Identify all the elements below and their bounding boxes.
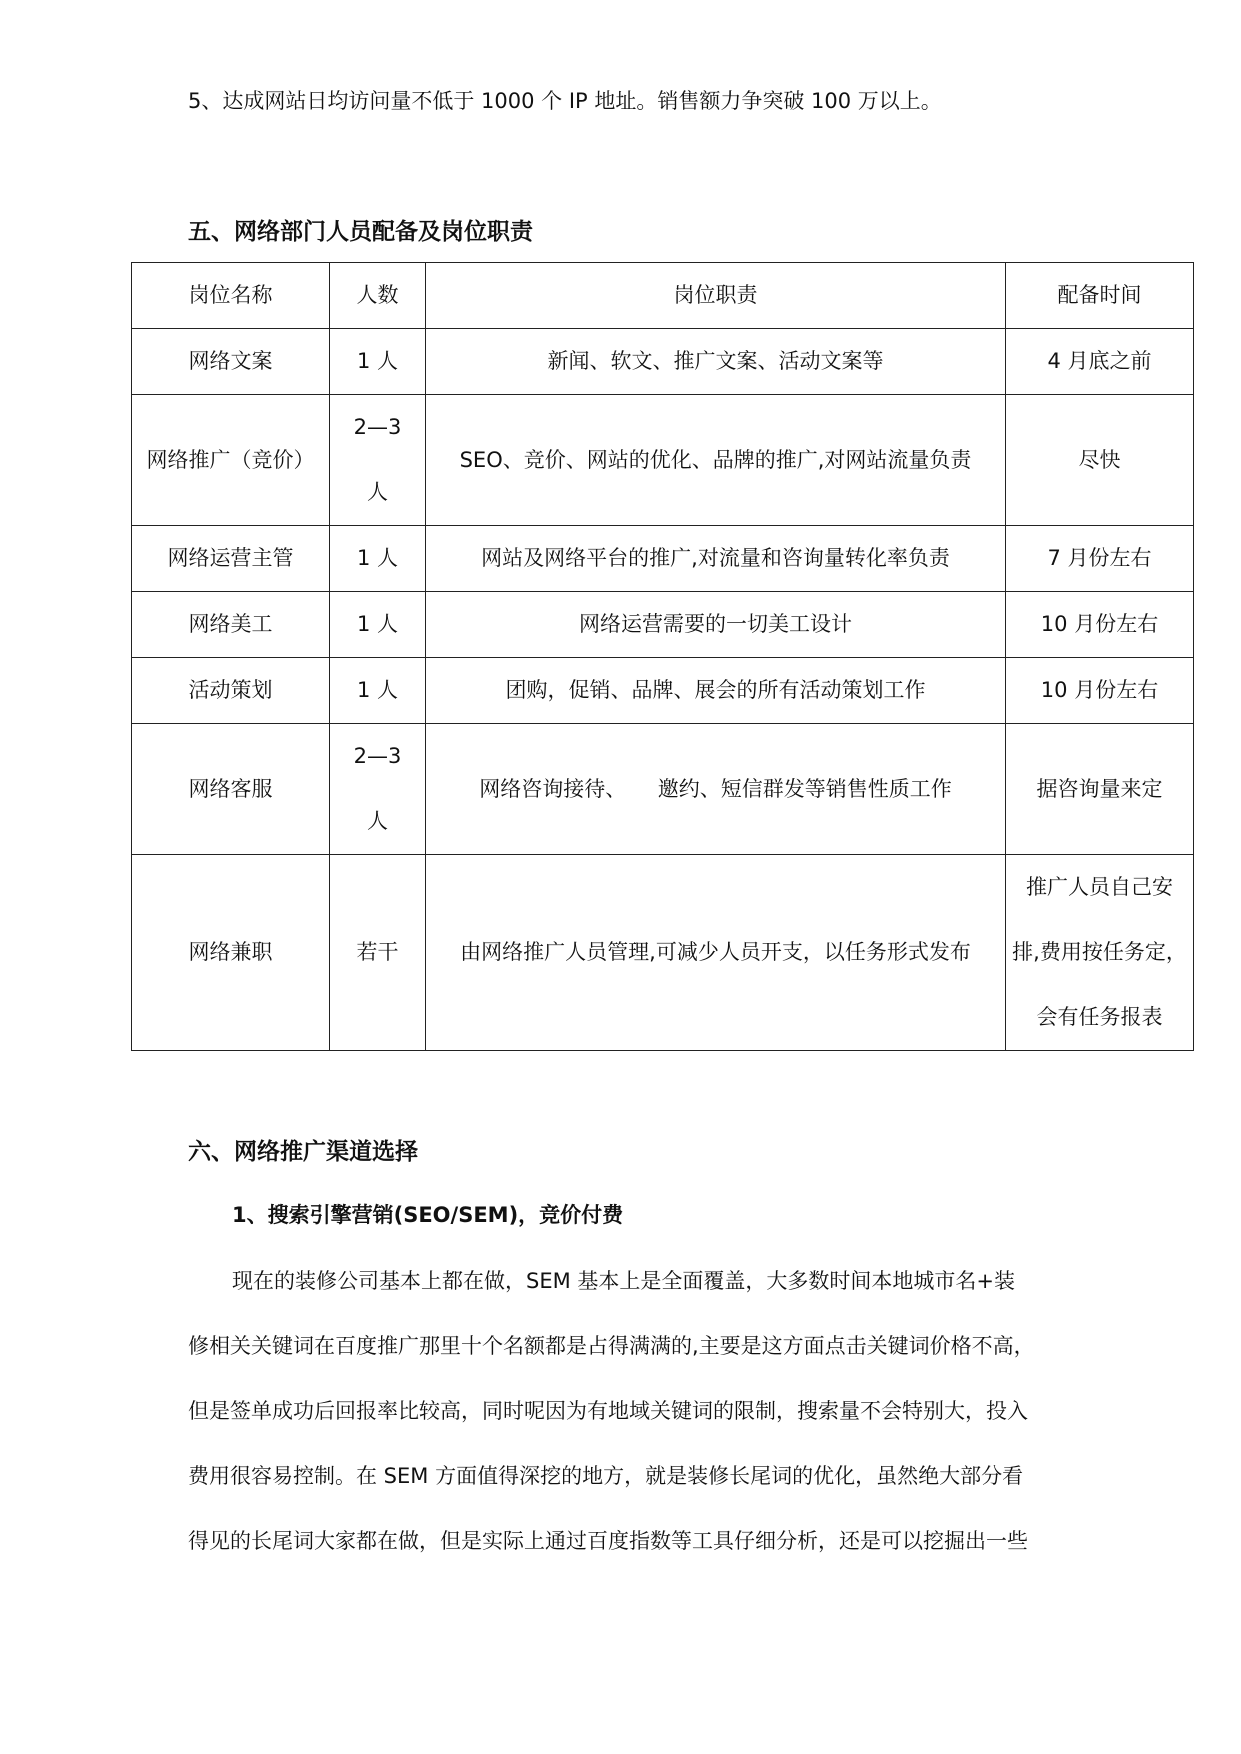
cell-count: 若干	[330, 855, 426, 1051]
cell-position: 网络兼职	[132, 855, 330, 1051]
header-cell-position: 岗位名称	[132, 263, 330, 329]
cell-duty: 网站及网络平台的推广,对流量和咨询量转化率负责	[426, 526, 1006, 592]
cell-count: 1 人	[330, 658, 426, 724]
paragraph-line: 但是签单成功后回报率比较高，同时呢因为有地域关键词的限制，搜索量不会特别大，投入	[188, 1399, 1028, 1423]
section-6-subheading-1: 1、搜索引擎营销(SEO/SEM)，竞价付费	[232, 1203, 624, 1227]
cell-time-line: 排,费用按任务定，	[1012, 940, 1187, 964]
cell-duty: 团购，促销、品牌、展会的所有活动策划工作	[426, 658, 1006, 724]
table-row	[132, 855, 1194, 1051]
header-cell-duty: 岗位职责	[426, 263, 1006, 329]
cell-time: 7 月份左右	[1006, 526, 1194, 592]
cell-time: 据咨询量来定	[1006, 724, 1194, 855]
table-row	[132, 329, 1194, 395]
cell-position: 网络推广（竞价）	[132, 395, 330, 526]
cell-count-line: 人	[367, 809, 388, 833]
table-row	[132, 395, 1194, 526]
cell-count	[330, 724, 426, 855]
cell-count: 1 人	[330, 329, 426, 395]
cell-time: 4 月底之前	[1006, 329, 1194, 395]
section-6-title: 六、网络推广渠道选择	[188, 1139, 418, 1165]
table-row	[132, 658, 1194, 724]
goal-item-5: 5、达成网站日均访问量不低于 1000 个 IP 地址。销售额力争突破 100 万以上。	[188, 89, 942, 113]
cell-count-line: 人	[367, 480, 388, 504]
table-row	[132, 592, 1194, 658]
table-header-row	[132, 263, 1194, 329]
cell-duty: 网络运营需要的一切美工设计	[426, 592, 1006, 658]
cell-position: 网络运营主管	[132, 526, 330, 592]
cell-position: 网络美工	[132, 592, 330, 658]
cell-count-line: 2—3	[353, 744, 402, 768]
cell-time: 10 月份左右	[1006, 592, 1194, 658]
cell-duty: 新闻、软文、推广文案、活动文案等	[426, 329, 1006, 395]
cell-count: 1 人	[330, 526, 426, 592]
paragraph-line: 现在的装修公司基本上都在做，SEM 基本上是全面覆盖，大多数时间本地城市名+装	[232, 1269, 1015, 1293]
table-row	[132, 724, 1194, 855]
cell-position: 网络文案	[132, 329, 330, 395]
cell-count-line: 2—3	[353, 415, 402, 439]
cell-time-line: 推广人员自己安	[1026, 875, 1173, 899]
paragraph-line: 修相关关键词在百度推广那里十个名额都是占得满满的,主要是这方面点击关键词价格不高，	[188, 1334, 1035, 1358]
cell-position: 网络客服	[132, 724, 330, 855]
paragraph-line: 得见的长尾词大家都在做，但是实际上通过百度指数等工具仔细分析，还是可以挖掘出一些	[188, 1529, 1028, 1553]
cell-count	[330, 395, 426, 526]
cell-position: 活动策划	[132, 658, 330, 724]
cell-duty: SEO、竞价、网站的优化、品牌的推广,对网站流量负责	[426, 395, 1006, 526]
cell-count: 1 人	[330, 592, 426, 658]
header-cell-count: 人数	[330, 263, 426, 329]
table-row	[132, 526, 1194, 592]
paragraph-line: 费用很容易控制。在 SEM 方面值得深挖的地方，就是装修长尾词的优化，虽然绝大部分看	[188, 1464, 1024, 1488]
header-cell-time: 配备时间	[1006, 263, 1194, 329]
cell-duty: 由网络推广人员管理,可减少人员开支，以任务形式发布	[426, 855, 1006, 1051]
cell-time: 10 月份左右	[1006, 658, 1194, 724]
cell-time-line: 会有任务报表	[1036, 1005, 1163, 1029]
section-5-title: 五、网络部门人员配备及岗位职责	[188, 219, 533, 245]
cell-time: 尽快	[1006, 395, 1194, 526]
cell-duty: 网络咨询接待、 邀约、短信群发等销售性质工作	[426, 724, 1006, 855]
staffing-table	[131, 262, 1194, 1051]
cell-time	[1006, 855, 1194, 1051]
